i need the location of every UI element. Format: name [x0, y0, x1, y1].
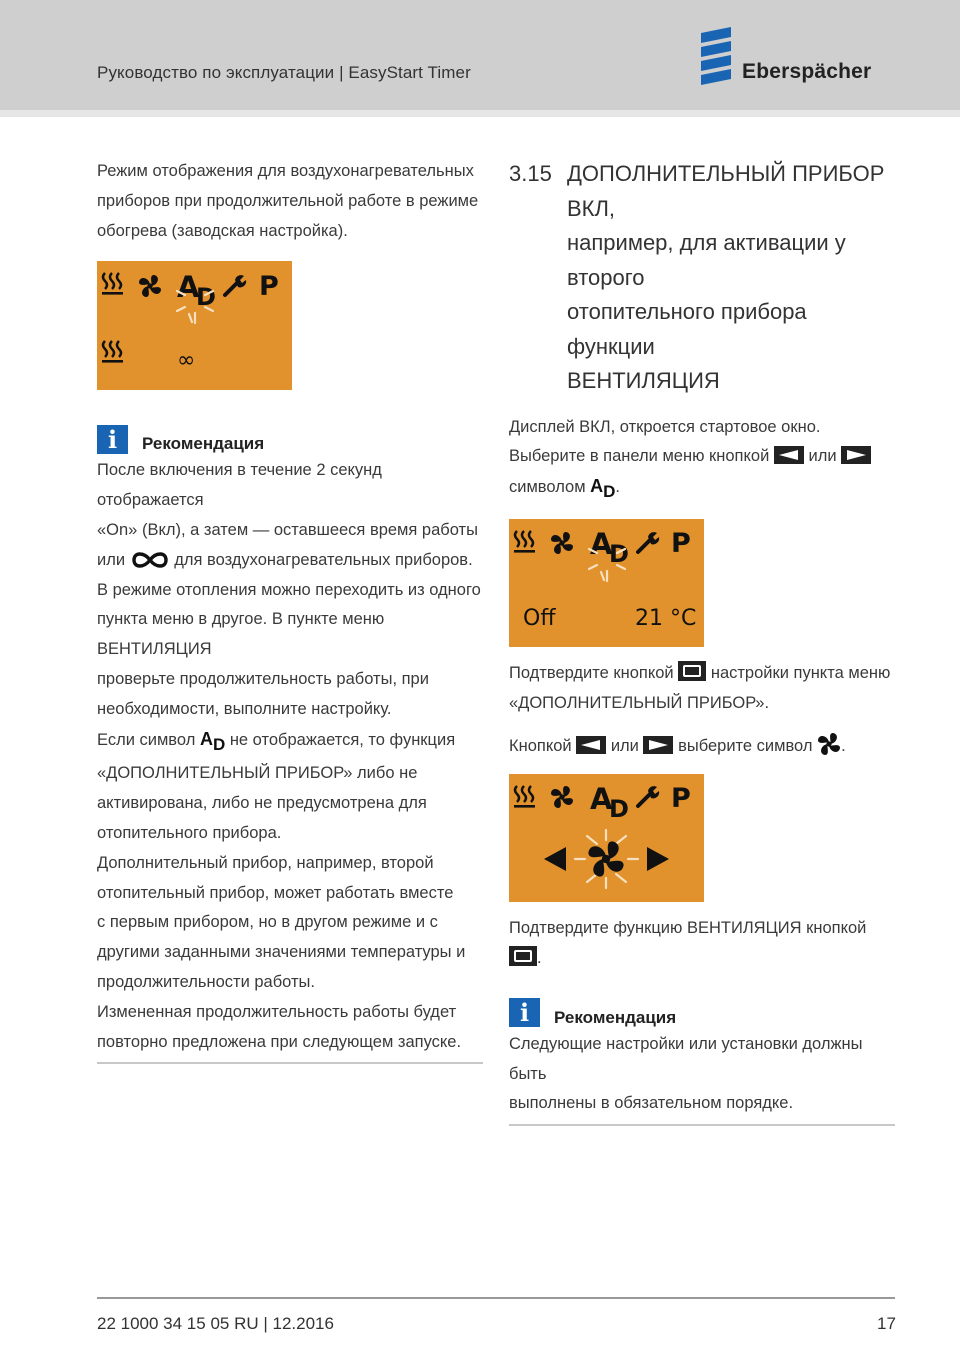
ok-button-icon: [678, 661, 706, 681]
instruction-line: Подтвердите функцию ВЕНТИЛЯЦИЯ кнопкой .: [509, 919, 867, 968]
rec-line: необходимости, выполните настройку.: [97, 699, 392, 718]
heating-icon: [514, 531, 535, 553]
rec-line: В режиме отопления можно переходить из одного: [97, 580, 481, 599]
lcd-display-start: [509, 519, 704, 647]
p-symbol: P: [671, 527, 691, 559]
section-divider: [97, 1062, 483, 1064]
heating-icon: [102, 273, 123, 295]
recommendation-heading: [97, 424, 483, 454]
intro-line: обогрева (заводская настройка).: [97, 221, 348, 240]
wrench-icon: [225, 276, 246, 296]
ad-subscript: D: [609, 795, 629, 824]
section-divider: [509, 1124, 895, 1126]
footer-divider: [97, 1297, 895, 1299]
document-number: 22 1000 34 15 05 RU | 12.2016: [97, 1314, 334, 1333]
intro-line: приборов при продолжительной работе в режиме: [97, 191, 479, 210]
rec-line: проверьте продолжительность работы, при: [97, 669, 429, 688]
left-arrow-button-icon: [576, 736, 606, 754]
eberspaecher-logo-icon: [697, 27, 747, 87]
ad-inline-icon: $A_D$: [590, 476, 616, 502]
infinity-icon: [130, 551, 170, 569]
ad-symbol: A: [590, 526, 613, 561]
rec-line: отопительного прибора.: [97, 823, 282, 842]
header-divider: [0, 110, 960, 117]
rec-line: выполнены в обязательном порядке.: [509, 1094, 794, 1113]
rec-line: Дополнительный прибор, например, второй: [97, 853, 434, 872]
rec-line: отопительный прибор, может работать вместе: [97, 883, 454, 902]
rec-line: Измененная продолжительность работы будет: [97, 1002, 457, 1021]
fan-selected-icon: [588, 842, 623, 877]
recommendation-text: [97, 456, 483, 1057]
right-column: [509, 157, 895, 1126]
heating-icon: [102, 341, 123, 363]
right-arrow-button-icon: [841, 446, 871, 464]
rec-line: Следующие настройки или установки должны быть: [509, 1034, 863, 1083]
rec-line: продолжительности работы.: [97, 972, 315, 991]
p-symbol: P: [671, 783, 691, 815]
section-title: ДОПОЛНИТЕЛЬНЫЙ ПРИБОР ВКЛ, например, для активации у второго отопительного прибора функции ВЕНТИЛЯЦИЯ: [567, 161, 885, 393]
right-arrow-button-icon: [643, 736, 673, 754]
info-icon: i: [97, 425, 128, 454]
recommendation-heading: [509, 998, 895, 1028]
left-arrow-button-icon: [774, 446, 804, 464]
instruction-line: Выберите в панели меню кнопкой или: [509, 442, 895, 472]
intro-line: Режим отображения для воздухонагревательных: [97, 162, 474, 180]
left-arrow-icon: [544, 847, 566, 871]
rec-line: «ДОПОЛНИТЕЛЬНЫЙ ПРИБОР» либо не: [97, 764, 418, 783]
info-icon: i: [509, 998, 540, 1027]
rec-line: другими заданными значениями температуры и: [97, 943, 466, 962]
fan-icon: [551, 786, 573, 808]
recommendation-title: Рекомендация: [142, 434, 265, 454]
fan-inline-icon: [817, 732, 841, 756]
heating-icon: [514, 786, 535, 808]
wrench-icon: [638, 786, 659, 806]
ad-symbol: A: [177, 270, 200, 305]
ad-subscript: D: [196, 283, 216, 312]
instruction-line: символом $A_D$.: [509, 476, 621, 502]
ok-button-icon: [509, 946, 537, 966]
fan-icon: [551, 532, 573, 554]
page-header: [0, 0, 960, 110]
ad-symbol: A: [590, 782, 613, 817]
document-title: Руководство по эксплуатации | EasyStart Timer: [97, 63, 471, 82]
rec-line: активирована, либо не предусмотрена для: [97, 794, 427, 813]
right-arrow-icon: [647, 847, 669, 871]
section-number: 3.15: [509, 161, 552, 186]
fan-icon: [139, 275, 161, 297]
off-label: Off: [523, 605, 556, 631]
wrench-icon: [638, 532, 659, 552]
lcd-display-ventilation: [509, 774, 704, 902]
rec-line: или для воздухонагревательных приборов.: [97, 550, 473, 569]
instruction-line: Дисплей ВКЛ, откроется стартовое окно.: [509, 417, 821, 436]
instructions-1: [509, 413, 895, 507]
left-column: [97, 157, 483, 1064]
rec-line: с первым прибором, но в другом режиме и с: [97, 913, 438, 932]
rec-line: После включения в течение 2 секунд отображается: [97, 461, 382, 510]
recommendation-text: [509, 1030, 895, 1119]
rec-line: повторно предложена при следующем запуске.: [97, 1032, 462, 1051]
instruction-line: «ДОПОЛНИТЕЛЬНЫЙ ПРИБОР».: [509, 693, 770, 712]
recommendation-title: Рекомендация: [554, 1007, 677, 1027]
lcd-display-continuous: [97, 261, 292, 390]
p-symbol: P: [259, 271, 279, 303]
rec-line: пункта меню в другое. В пункте меню ВЕНТИЛЯЦИЯ: [97, 610, 385, 659]
instruction-line: Подтвердите кнопкой настройки пункта меню: [509, 659, 895, 689]
instructions-2: [509, 659, 895, 762]
page-number: 17: [877, 1314, 896, 1333]
ad-subscript: D: [609, 539, 629, 568]
rec-line: Если символ $A_D$ не отображается, то функция: [97, 728, 456, 754]
brand-name: Eberspächer: [742, 60, 872, 83]
infinity-symbol: ∞: [177, 348, 196, 374]
intro-text: [97, 157, 483, 246]
ad-inline-icon: $A_D$: [199, 728, 226, 754]
section-heading: [509, 157, 895, 399]
temperature-label: 21 °C: [635, 605, 697, 631]
instruction-line: Кнопкой или выберите символ .: [509, 732, 895, 762]
rec-line: «On» (Вкл), а затем — оставшееся время работы: [97, 520, 478, 539]
